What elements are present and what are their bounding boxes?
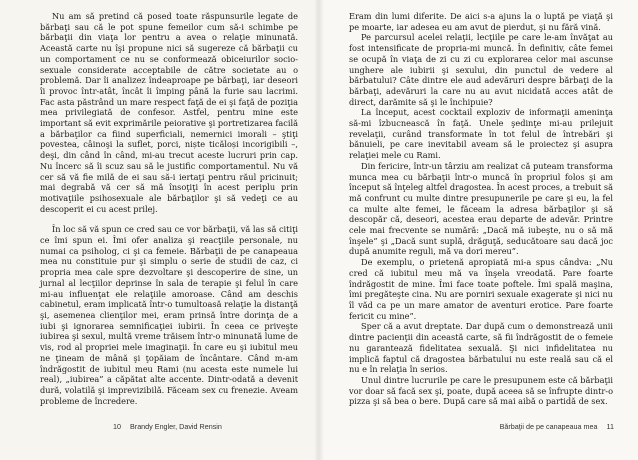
paragraph: Din fericire, într-un târziu am realizat că puteam transforma munca mea cu bărbaţii într-o muncă în propriul folos şi am început să înţeleg altfel dragostea. În acest proces, a trebuit să mă confrunt cu multe dintre presupunerile pe care şi eu, la fel ca multe alte femei, le făceam la adresa bărbaţilor şi să descopăr că, deseori, acestea erau departe de adevăr. Printre cele mai frecvente se numără: „Dacă mă iubeşte, nu o să mă înşele” şi „Dacă sunt suplă, drăguţă, seducătoare sau dacă joc după anumite reguli, mă va dori mereu”.	[349, 160, 613, 257]
page-number: 10	[113, 422, 121, 431]
paragraph: De exemplu, o prietenă apropiată mi-a spus cândva: „Nu cred că iubitul meu mă va înşela vreodată. Pare foarte îndrăgostit de mine. Îmi face toate poftele. Îmi spală maşina, îmi pregăteşte cina. Nu are porniri sexuale exagerate şi nici nu îl văd ca pe un mare amator de aventuri erotice. Pare foarte fericit cu mine”.	[349, 257, 613, 321]
left-page-footer	[106, 422, 222, 431]
right-page	[319, 0, 638, 460]
paragraph: Unul dintre lucrurile pe care le presupunem este că bărbaţii vor doar să facă sex şi, poate, după aceea să se înfrupte dintr-o pizza şi să bea o bere. După care să mai aibă o partidă de sex.	[349, 374, 613, 407]
right-page-footer	[479, 422, 621, 431]
paragraph: Nu am să pretind că posed toate răspunsurile legate de bărbaţi sau că le pot spune femeilor cum să-i schimbe pe bărbaţii din viaţa lor pentru a avea o relaţie minunată. Această carte nu îşi propune nici să sugereze că bărbaţii cu un comportament ce nu se conformează obiceiurilor socio-sexuale considerate acceptabile de către societate au o problemă. Dar îi analizez îndeaproape pe bărbaţi, iar deseori îi provoc într-atât, încât îi împing până la furie sau lacrimi. Fac asta păstrând un mare respect faţă de ei şi faţă de poziţia mea privilegiată de confesor. Astfel, pentru mine este important să evit exprimările peiorative şi portretizarea facilă a bărbaţilor ca fiind superficiali, nemernici imorali – ştiţi povestea, câinoşi la suflet, porci, niște ticăloși incorigibili –, deşi, din când în când, mi-au trecut aceste lucruri prin cap. Nu încerc să îi scuz sau să le justific comportamentul. Nu vă cer să vă fie milă de ei sau să-i iertaţi pentru răul pricinuit; mai degrabă vă cer să mă însoţiţi în acest periplu prin motivaţiile psihosexuale ale bărbaţilor şi să vedeţi ce au descoperit ei cu acest prilej.	[40, 11, 298, 214]
paragraph: La început, acest cocktail exploziv de informaţii ameninţa să-mi îzbucnească în faţă. Unele şedinţe mi-au prilejuit revelaţii, curând transformate în tot felul de întrebări şi bănuieli, pe care inevitabil aveam să le proiectez şi asupra relaţiei mele cu Rami.	[349, 107, 613, 161]
running-head: Brandy Engler, David Rensin	[130, 422, 222, 431]
paragraph: Sper că a avut dreptate. Dar după cum o demonstrează unii dintre pacienţii din această carte, să fii îndrăgostit de o femeie nu garantează fidelitatea sexuală. Şi nici infidelitatea nu implică faptul că dragostea bărbatului nu este reală sau că el nu e în relaţia în serios.	[349, 321, 613, 375]
left-page-text	[40, 11, 298, 406]
right-page-text	[349, 11, 613, 407]
book-gutter	[314, 0, 324, 460]
page-number: 11	[606, 422, 614, 431]
paragraph: În loc să vă spun ce cred sau ce vor bărbaţii, vă las să citiţi ce îmi spun ei. Îmi ofer analiza şi reacţiile personale, nu numai ca psiholog, ci şi ca femeie. Bărbaţii de pe canapeaua mea nu constituie pur şi simplu o serie de studii de caz, ci propria mea cale spre dezvoltare şi descoperire de sine, un jurnal al lecţiilor deprinse în sala de terapie şi felul în care mi-au influenţat ele relaţiile amoroase. Când am deschis cabinetul, eram implicată într-o tumultoasă relaţie la distanţă şi, asemenea clienţilor mei, eram prinsă între dorinţa de a iubi şi ignorarea semnificaţiei iubirii. În ceea ce priveşte iubirea şi sexul, multă vreme trăisem într-o minunată lume de vis, rod al propriei mele imaginaţii. În care eu şi iubitul meu ne ţineam de mână şi ţopăiam de încântare. Când m-am îndrăgostit de iubitul meu Rami (nu acesta este numele lui real), „iubirea” a căpătat alte accente. Dintr-odată a devenit dură, volatilă şi imprevizibilă. Făceam sex cu frenezie. Aveam probleme de încredere.	[40, 224, 298, 406]
running-head: Bărbaţii de pe canapeaua mea	[499, 422, 598, 431]
paragraph: Eram din lumi diferite. De aici s-a ajuns la o luptă pe viaţă şi pe moarte, iar adesea eu am avut de pierdut, şi nu fără vină.	[349, 11, 613, 32]
paragraph: Pe parcursul acelei relaţii, lecţiile pe care le-am învăţat au fost intensificate de propria-mi muncă. În definitiv, câte femei se ocupă în viaţa de zi cu zi cu explorarea celor mai ascunse unghere ale iubirii şi sexului, din punctul de vedere al bărbatului? Câte dintre ele aud adevăruri despre bărbaţi de la bărbaţi, adevăruri la care nu au avut nicidată acces atât de direct, darămite să şi le închipuie?	[349, 32, 613, 107]
